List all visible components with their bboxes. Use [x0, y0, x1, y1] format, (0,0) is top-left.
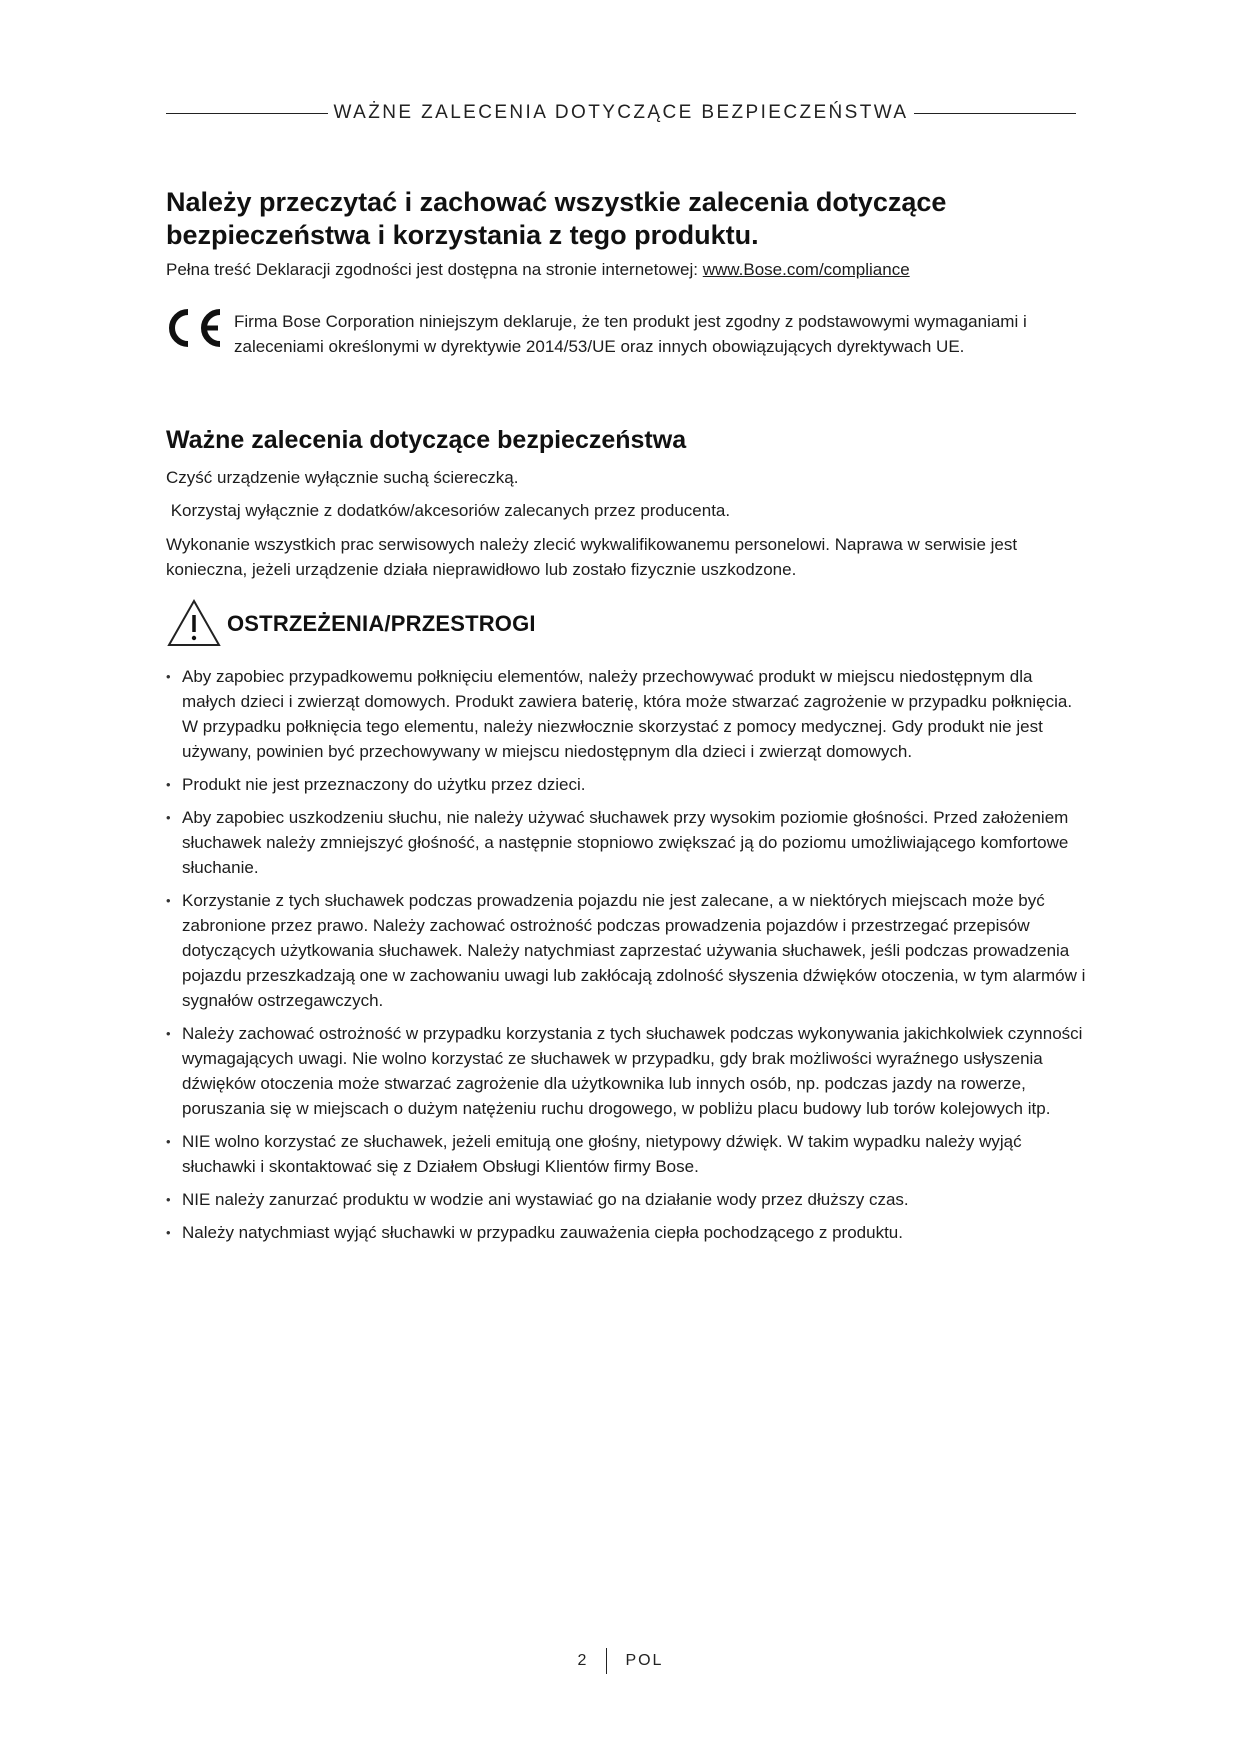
list-item: • Należy natychmiast wyjąć słuchawki w przypadku zauważenia ciepła pochodzącego z produktu. — [166, 1220, 1086, 1245]
list-item: • Aby zapobiec uszkodzeniu słuchu, nie należy używać słuchawek przy wysokim poziomie głośności. Przed założeniem słuchawek należy zmniejszyć głośność, a następnie stopniowo zwiększać ją do poziomu umożliwiającego komfortowe słuchanie. — [166, 805, 1086, 880]
safety-heading: Ważne zalecenia dotyczące bezpieczeństwa — [166, 426, 687, 454]
header-rule-left — [166, 113, 328, 114]
header-rule-right — [914, 113, 1076, 114]
declaration-text: Pełna treść Deklaracji zgodności jest dostępna na stronie internetowej: — [166, 260, 703, 279]
page-number: 2 — [577, 1652, 589, 1669]
intro-heading-line1: Należy przeczytać i zachować wszystkie zalecenia dotyczące — [166, 187, 947, 217]
list-item: • Produkt nie jest przeznaczony do użytku przez dzieci. — [166, 772, 1086, 797]
declaration-paragraph — [166, 257, 1086, 282]
safety-paragraph-3: Wykonanie wszystkich prac serwisowych należy zlecić wykwalifikowanemu personelowi. Naprawa w serwisie jest konieczna, jeżeli urządzenie działa nieprawidłowo lub zostało fizycznie uszkodzone. — [166, 535, 1018, 579]
header-title: WAŻNE ZALECENIA DOTYCZĄCE BEZPIECZEŃSTWA — [333, 102, 909, 123]
page-header — [166, 102, 1076, 124]
language-code: POL — [625, 1652, 664, 1669]
list-item: • Należy zachować ostrożność w przypadku korzystania z tych słuchawek podczas wykonywania jakichkolwiek czynności wymagających uwagi. Nie wolno korzystać ze słuchawek w przypadku, gdy brak możliwości wyraźnego usłyszenia dźwięków otoczenia może stwarzać zagrożenie dla użytkownika lub innych osób, np. podczas jazdy na rowerze, poruszania się w miejscach o dużym natężeniu ruchu drogowego, w pobliżu placu budowy lub torów kolejowych itp. — [166, 1021, 1086, 1121]
page-footer — [0, 1648, 1241, 1674]
footer-separator — [606, 1648, 607, 1674]
list-item: • Aby zapobiec przypadkowemu połknięciu elementów, należy przechowywać produkt w miejscu niedostępnym dla małych dzieci i zwierząt domowych. Produkt zawiera baterię, która może stwarzać zagrożenie w przypadku połknięcia. W przypadku połknięcia tego elementu, należy niezwłocznie skorzystać z pomocy medycznej. Gdy produkt nie jest używany, powinien być przechowywany w miejscu niedostępnym dla dzieci i zwierząt domowych. — [166, 664, 1086, 764]
intro-heading — [166, 186, 1086, 252]
list-item: • Korzystanie z tych słuchawek podczas prowadzenia pojazdu nie jest zalecane, a w niektórych miejscach może być zabronione przez prawo. Należy zachować ostrożność podczas prowadzenia pojazdów i przestrzegać przepisów dotyczących użytkowania słuchawek. Należy natychmiast zaprzestać używania słuchawek, jeśli podczas prowadzenia pojazdu przeszkadzają one w zachowaniu uwagi lub zakłócają zdolność słyszenia dźwięków otoczenia, w tym alarmów i sygnałów ostrzegawczych. — [166, 888, 1086, 1013]
list-item: • NIE należy zanurzać produktu w wodzie ani wystawiać go na działanie wody przez dłuższy czas. — [166, 1187, 1086, 1212]
warnings-list — [166, 664, 1086, 1253]
ce-declaration: Firma Bose Corporation niniejszym deklaruje, że ten produkt jest zgodny z podstawowymi wymaganiami i zaleceniami określonymi w dyrektywie 2014/53/UE oraz innych obowiązujących dyrektywach UE. — [234, 312, 1027, 356]
warnings-title: OSTRZEŻENIA/PRZESTROGI — [227, 611, 536, 636]
list-item: • NIE wolno korzystać ze słuchawek, jeżeli emitują one głośny, nietypowy dźwięk. W takim wypadku należy wyjąć słuchawki i skontaktować się z Działem Obsługi Klientów firmy Bose. — [166, 1129, 1086, 1179]
warning-triangle-icon — [166, 598, 222, 648]
intro-heading-line2: bezpieczeństwa i korzystania z tego produktu. — [166, 220, 759, 250]
safety-paragraph-1: Czyść urządzenie wyłącznie suchą ściereczką. — [166, 468, 519, 487]
compliance-link[interactable]: www.Bose.com/compliance — [702, 260, 910, 279]
safety-paragraph-2: Korzystaj wyłącznie z dodatków/akcesoriów zalecanych przez producenta. — [166, 501, 731, 520]
ce-mark-icon — [164, 306, 226, 350]
